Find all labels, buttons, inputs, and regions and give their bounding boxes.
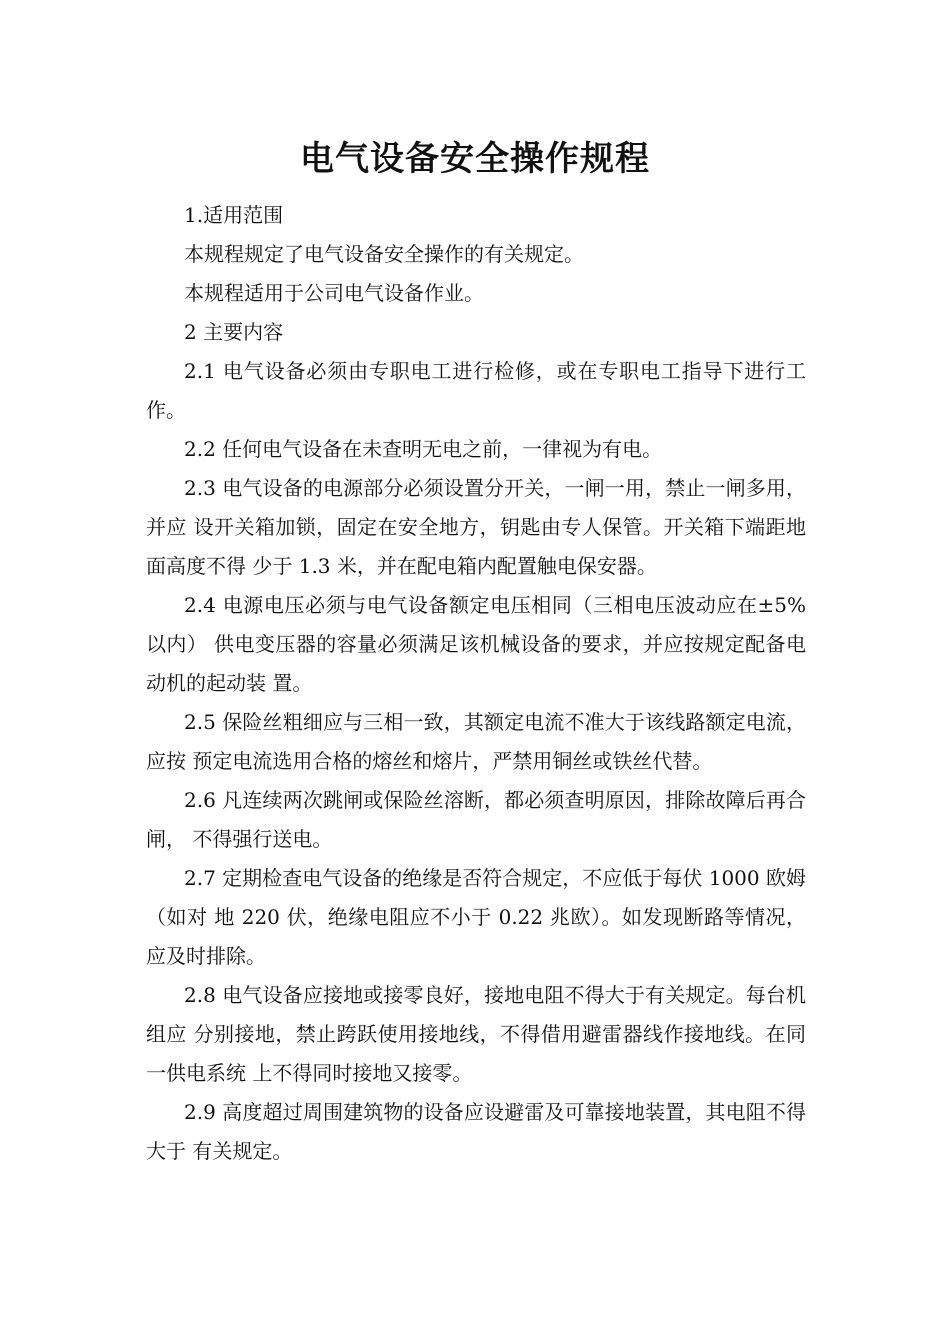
paragraph-main-content-heading: 2 主要内容 xyxy=(184,320,284,344)
paragraph-rule-2-5: 2.5 保险丝粗细应与三相一致，其额定电流不准大于该线路额定电流，应按 预定电流选用合格的熔丝和熔片，严禁用铜丝或铁丝代替。 xyxy=(146,710,806,773)
document-title: 电气设备安全操作规程 xyxy=(300,139,650,179)
paragraph-rule-2-8: 2.8 电气设备应接地或接零良好，接地电阻不得大于有关规定。每台机组应 分别接地，禁止跨跃使用接地线，不得借用避雷器线作接地线。在同一供电系统 上不得同时接地又接零。 xyxy=(146,983,806,1085)
paragraph-scope-heading: 1.适用范围 xyxy=(184,203,284,227)
paragraph-rule-2-6: 2.6 凡连续两次跳闸或保险丝溶断，都必须查明原因，排除故障后再合闸， 不得强行送电。 xyxy=(146,788,806,851)
document-body xyxy=(146,196,806,1171)
paragraph-rule-2-2: 2.2 任何电气设备在未查明无电之前，一律视为有电。 xyxy=(184,437,663,461)
paragraph-scope-purpose: 本规程规定了电气设备安全操作的有关规定。 xyxy=(184,242,584,266)
paragraph-rule-2-3: 2.3 电气设备的电源部分必须设置分开关，一闸一用，禁止一闸多用，并应 设开关箱加锁，固定在安全地方，钥匙由专人保管。开关箱下端距地面高度不得 少于 1.3 米，并在配电箱内配置触电保安器。 xyxy=(146,476,806,578)
paragraph-rule-2-4: 2.4 电源电压必须与电气设备额定电压相同（三相电压波动应在±5%以内） 供电变压器的容量必须满足该机械设备的要求，并应按规定配备电动机的起动装 置。 xyxy=(146,593,806,695)
paragraph-rule-2-9: 2.9 高度超过周围建筑物的设备应设避雷及可靠接地装置，其电阻不得大于 有关规定。 xyxy=(146,1100,806,1163)
paragraph-rule-2-1: 2.1 电气设备必须由专职电工进行检修，或在专职电工指导下进行工作。 xyxy=(146,359,806,422)
paragraph-rule-2-7: 2.7 定期检查电气设备的绝缘是否符合规定，不应低于每伏 1000 欧姆（如对 地 220 伏，绝缘电阻应不小于 0.22 兆欧）。如发现断路等情况，应及时排除。 xyxy=(146,866,806,968)
paragraph-scope-applicability: 本规程适用于公司电气设备作业。 xyxy=(184,281,484,305)
